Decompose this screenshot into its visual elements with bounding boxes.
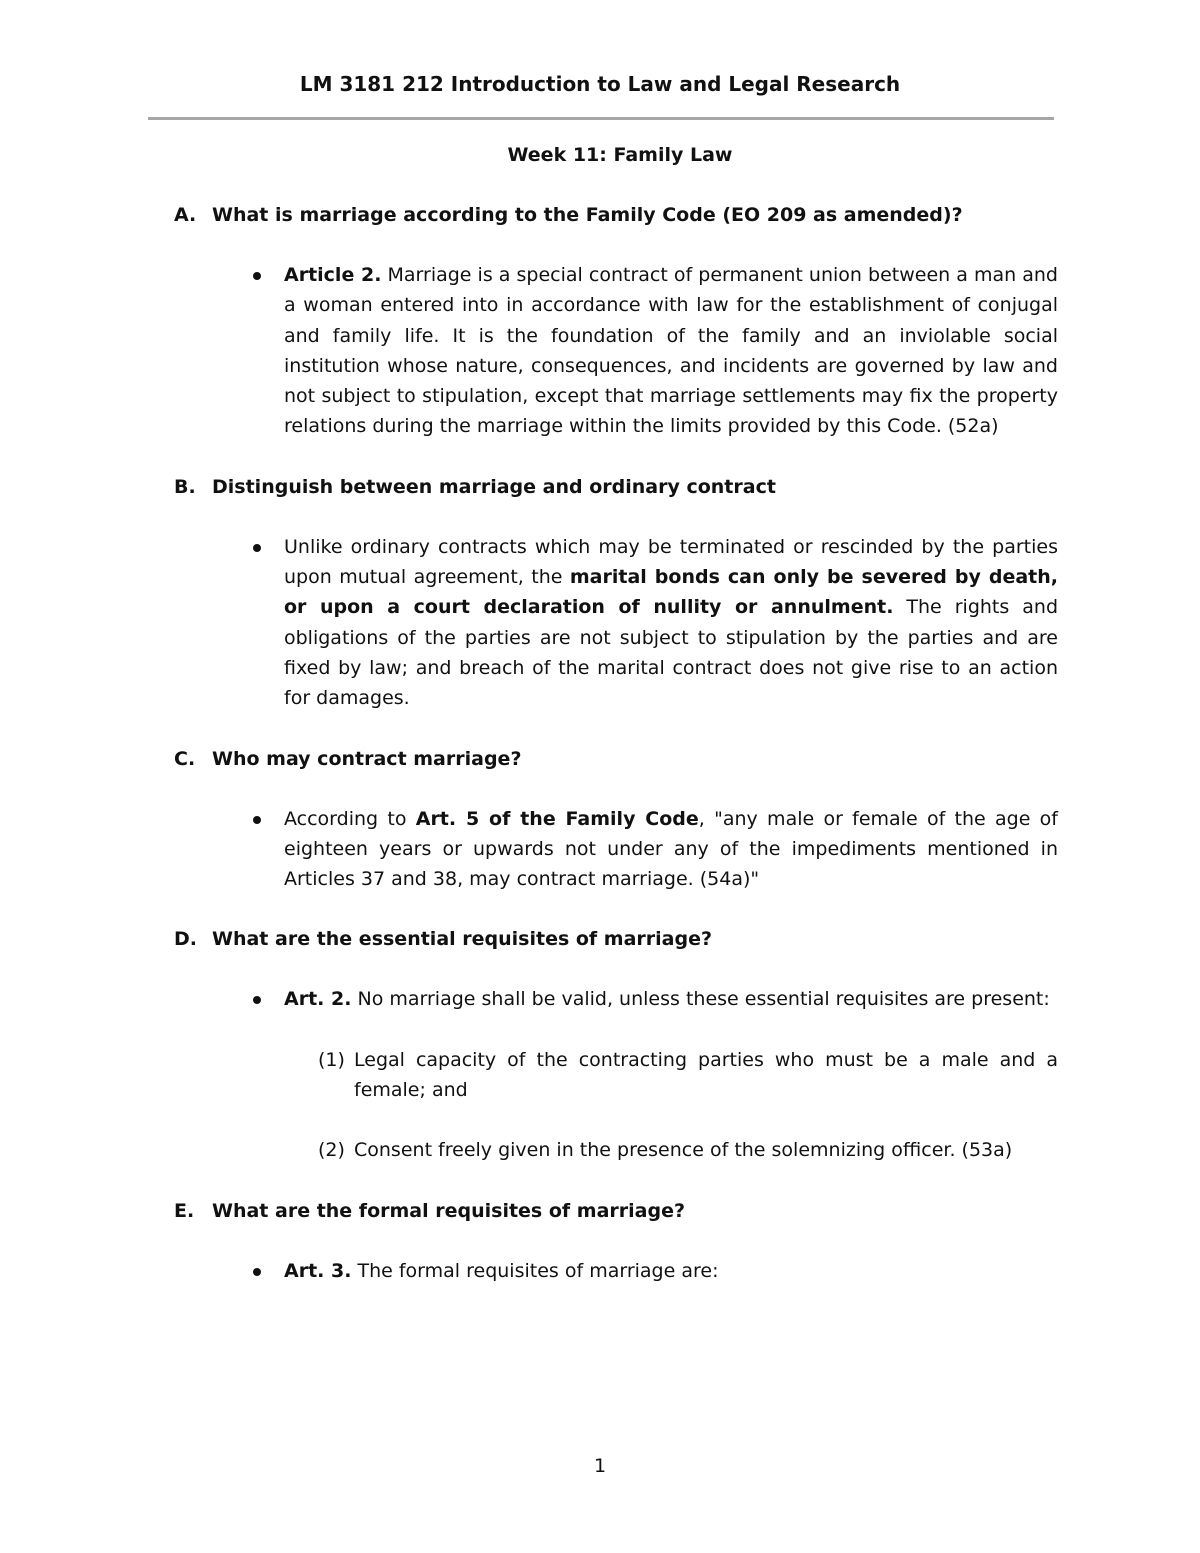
article-reference: Art. 2. <box>284 988 352 1011</box>
bullet-icon <box>253 544 261 552</box>
requisite-text: Legal capacity of the contracting parties who must be a male and a female; and <box>354 1048 1058 1102</box>
bullet-text: , "any male or female of the age of eighteen years or upwards not under any of the impediments mentioned in Articles 37 and 38, may contract marriage. (54a)" <box>284 807 1058 891</box>
question-letter: C. <box>174 747 196 770</box>
bullet-item <box>284 984 1058 1014</box>
question-heading <box>174 472 1058 502</box>
question-heading <box>174 744 1058 774</box>
question-heading <box>174 200 1058 230</box>
bullet-text: Marriage is a special contract of permanent union between a man and a woman entered into in accordance with law for the establishment of conjugal and family life. It is the foundation of the family and an inviolable social institution whose nature, consequences, and incidents are governed by law and not subject to stipulation, except that marriage settlements may fix the property relations during the marriage within the limits provided by this Code. (52a) <box>284 264 1058 438</box>
bullet-icon <box>253 816 261 824</box>
question-heading <box>174 924 1058 954</box>
question-letter: B. <box>174 475 196 498</box>
requisite-item <box>318 1045 1058 1106</box>
section-b <box>174 472 1058 714</box>
bullet-icon <box>253 996 261 1004</box>
section-c <box>174 744 1058 895</box>
header-divider <box>148 117 1054 120</box>
week-title: Week 11: Family Law <box>507 144 733 166</box>
question-letter: D. <box>174 928 197 951</box>
article-reference: Article 2. <box>284 264 382 286</box>
bullet-icon <box>253 1268 261 1276</box>
question-text: What are the formal requisites of marriage? <box>212 1199 685 1222</box>
bullet-item <box>284 804 1058 895</box>
bullet-text: The formal requisites of marriage are: <box>351 1259 719 1282</box>
section-e <box>174 1196 1058 1286</box>
requisite-number: (1) <box>318 1048 345 1071</box>
question-letter: A. <box>174 204 197 226</box>
article-reference: Art. 5 of the Family Code <box>415 807 699 830</box>
bullet-text: According to <box>284 807 416 830</box>
article-reference: Art. 3. <box>284 1259 352 1282</box>
bullet-item <box>284 532 1058 714</box>
requisite-item <box>318 1135 1058 1165</box>
bullet-text: Unlike ordinary contracts which may be terminated or rescinded by the parties upon mutual agreement, the <box>284 535 1058 589</box>
requisite-number: (2) <box>318 1139 345 1162</box>
bullet-emphasis: marital bonds can only be severed by death, or upon a court declaration of nullity or annulment. <box>284 566 1058 619</box>
question-text: What is marriage according to the Family Code (EO 209 as amended)? <box>212 204 963 226</box>
question-heading <box>174 1196 1058 1226</box>
question-letter: E. <box>174 1199 195 1222</box>
requisite-text: Consent freely given in the presence of the solemnizing officer. (53a) <box>354 1139 1013 1162</box>
bullet-item <box>284 1256 1058 1286</box>
section-d <box>174 924 1058 1165</box>
bullet-item <box>284 260 1058 442</box>
bullet-icon <box>253 272 261 280</box>
section-a <box>174 200 1058 442</box>
bullet-text: No marriage shall be valid, unless these essential requisites are present: <box>351 988 1050 1011</box>
bullet-text: The rights and obligations of the parties are not subject to stipulation by the parties and are fixed by law; and breach of the marital contract does not give rise to an action for damages. <box>284 596 1059 710</box>
question-text: Who may contract marriage? <box>212 747 522 770</box>
question-text: What are the essential requisites of marriage? <box>212 928 713 951</box>
document-header-title: LM 3181 212 Introduction to Law and Legal Research <box>299 72 901 96</box>
page-number: 1 <box>593 1455 607 1477</box>
document-body <box>174 138 1058 1286</box>
question-text: Distinguish between marriage and ordinary contract <box>212 475 776 498</box>
